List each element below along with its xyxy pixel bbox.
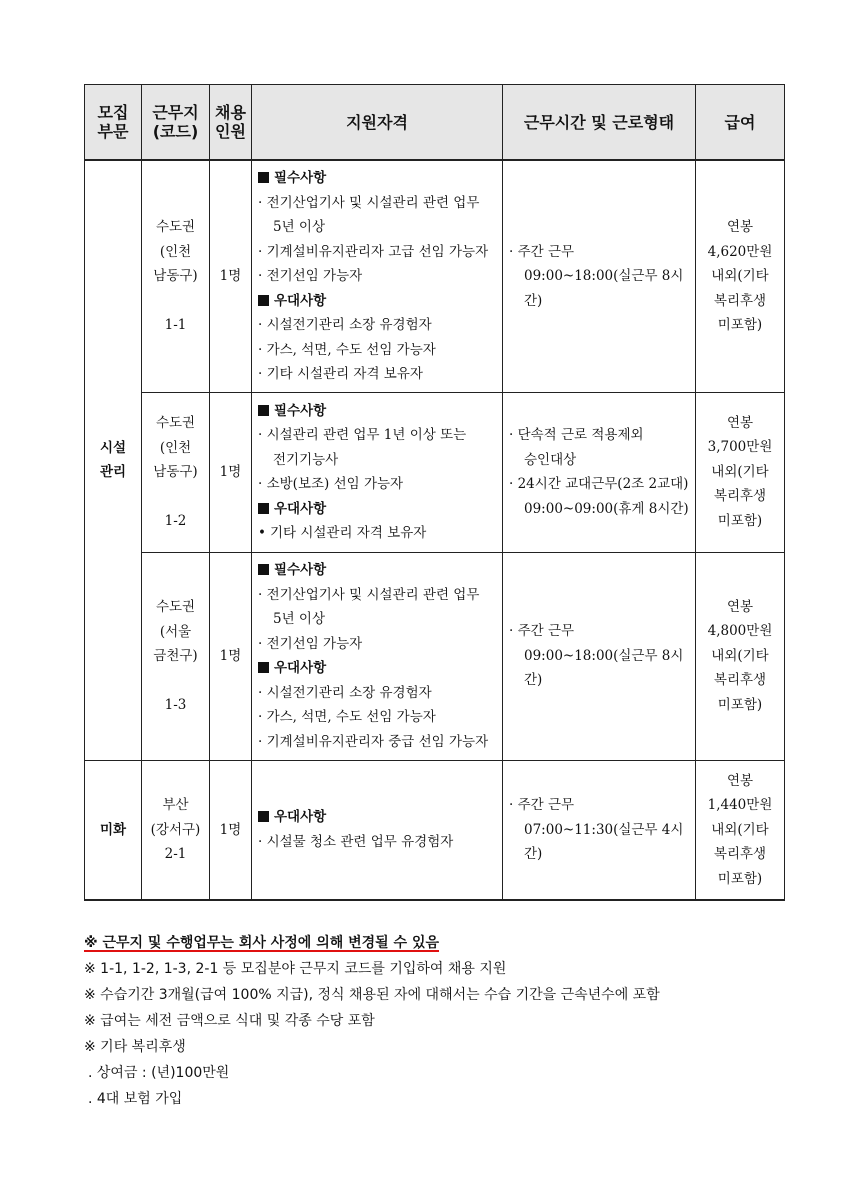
- salary-cell: 연봉 4,800만원 내외(기타 복리후생 미포함): [696, 552, 785, 760]
- header-hours: 근무시간 및 근로형태: [503, 85, 696, 161]
- square-bullet-icon: [258, 564, 269, 575]
- square-bullet-icon: [258, 662, 269, 673]
- square-bullet-icon: [258, 811, 269, 822]
- required-title: 필수사항: [258, 562, 326, 578]
- recruitment-table: [84, 84, 785, 901]
- header-salary: 급여: [696, 85, 785, 161]
- table-row: [85, 160, 785, 392]
- table-header-row: [85, 85, 785, 161]
- note-location-change: ※ 근무지 및 수행업무는 회사 사정에 의해 변경될 수 있음: [84, 935, 440, 951]
- header-dept: 모집 부문: [85, 85, 142, 161]
- count-cell: 1명: [210, 552, 252, 760]
- preferred-title: 우대사항: [258, 501, 326, 517]
- dept-cleaning-cell: 미화: [85, 760, 142, 900]
- hours-cell: · 주간 근무 07:00~11:30(실근무 4시간): [503, 760, 696, 900]
- note-code: ※ 1-1, 1-2, 1-3, 2-1 등 모집분야 근무지 코드를 기입하여 채용 지원: [84, 961, 507, 977]
- count-cell: 1명: [210, 160, 252, 392]
- square-bullet-icon: [258, 405, 269, 416]
- note-probation: ※ 수습기간 3개월(급여 100% 지급), 정식 채용된 자에 대해서는 수습 기간을 근속년수에 포함: [84, 987, 660, 1003]
- hours-cell: · 주간 근무 09:00~18:00(실근무 8시간): [503, 160, 696, 392]
- notes-section: [84, 930, 804, 1112]
- header-location: 근무지 (코드): [142, 85, 210, 161]
- note-insurance: . 4대 보험 가입: [88, 1091, 183, 1107]
- location-cell: 부산 (강서구) 2-1: [142, 760, 210, 900]
- salary-cell: 연봉 1,440만원 내외(기타 복리후생 미포함): [696, 760, 785, 900]
- required-title: 필수사항: [258, 403, 326, 419]
- table-row: [85, 552, 785, 760]
- location-cell: 수도권 (인천 남동구) 1-1: [142, 160, 210, 392]
- square-bullet-icon: [258, 503, 269, 514]
- note-benefits: ※ 기타 복리후생: [84, 1039, 186, 1055]
- note-salary: ※ 급여는 세전 금액으로 식대 및 각종 수당 포함: [84, 1013, 375, 1029]
- qualification-cell: 우대사항 · 시설물 청소 관련 업무 유경험자: [252, 760, 503, 900]
- qualification-cell: 필수사항 · 시설관리 관련 업무 1년 이상 또는 전기기능사 · 소방(보조) 선임 가능자 우대사항 • 기타 시설관리 자격 보유자: [252, 392, 503, 552]
- square-bullet-icon: [258, 295, 269, 306]
- count-cell: 1명: [210, 760, 252, 900]
- dept-facility-cell: 시설 관리: [85, 160, 142, 760]
- square-bullet-icon: [258, 172, 269, 183]
- salary-cell: 연봉 4,620만원 내외(기타 복리후생 미포함): [696, 160, 785, 392]
- table-row: [85, 392, 785, 552]
- preferred-title: 우대사항: [258, 293, 326, 309]
- preferred-title: 우대사항: [258, 809, 326, 825]
- header-qualification: 지원자격: [252, 85, 503, 161]
- note-bonus: . 상여금 : (년)100만원: [88, 1065, 230, 1081]
- table-row: [85, 760, 785, 900]
- salary-cell: 연봉 3,700만원 내외(기타 복리후생 미포함): [696, 392, 785, 552]
- header-count: 채용 인원: [210, 85, 252, 161]
- qualification-cell: 필수사항 · 전기산업기사 및 시설관리 관련 업무 5년 이상 · 기계설비유지관리자 고급 선임 가능자 · 전기선임 가능자 우대사항 · 시설전기관리 소장 유경험자 · 가스, 석면, 수도 선임 가능자 · 기타 시설관리 자격 보유자: [252, 160, 503, 392]
- count-cell: 1명: [210, 392, 252, 552]
- location-cell: 수도권 (서울 금천구) 1-3: [142, 552, 210, 760]
- location-cell: 수도권 (인천 남동구) 1-2: [142, 392, 210, 552]
- qualification-cell: 필수사항 · 전기산업기사 및 시설관리 관련 업무 5년 이상 · 전기선임 가능자 우대사항 · 시설전기관리 소장 유경험자 · 가스, 석면, 수도 선임 가능자 · 기계설비유지관리자 중급 선임 가능자: [252, 552, 503, 760]
- hours-cell: · 주간 근무 09:00~18:00(실근무 8시간): [503, 552, 696, 760]
- hours-cell: · 단속적 근로 적용제외 승인대상 · 24시간 교대근무(2조 2교대) 09:00~09:00(휴게 8시간): [503, 392, 696, 552]
- preferred-title: 우대사항: [258, 660, 326, 676]
- required-title: 필수사항: [258, 170, 326, 186]
